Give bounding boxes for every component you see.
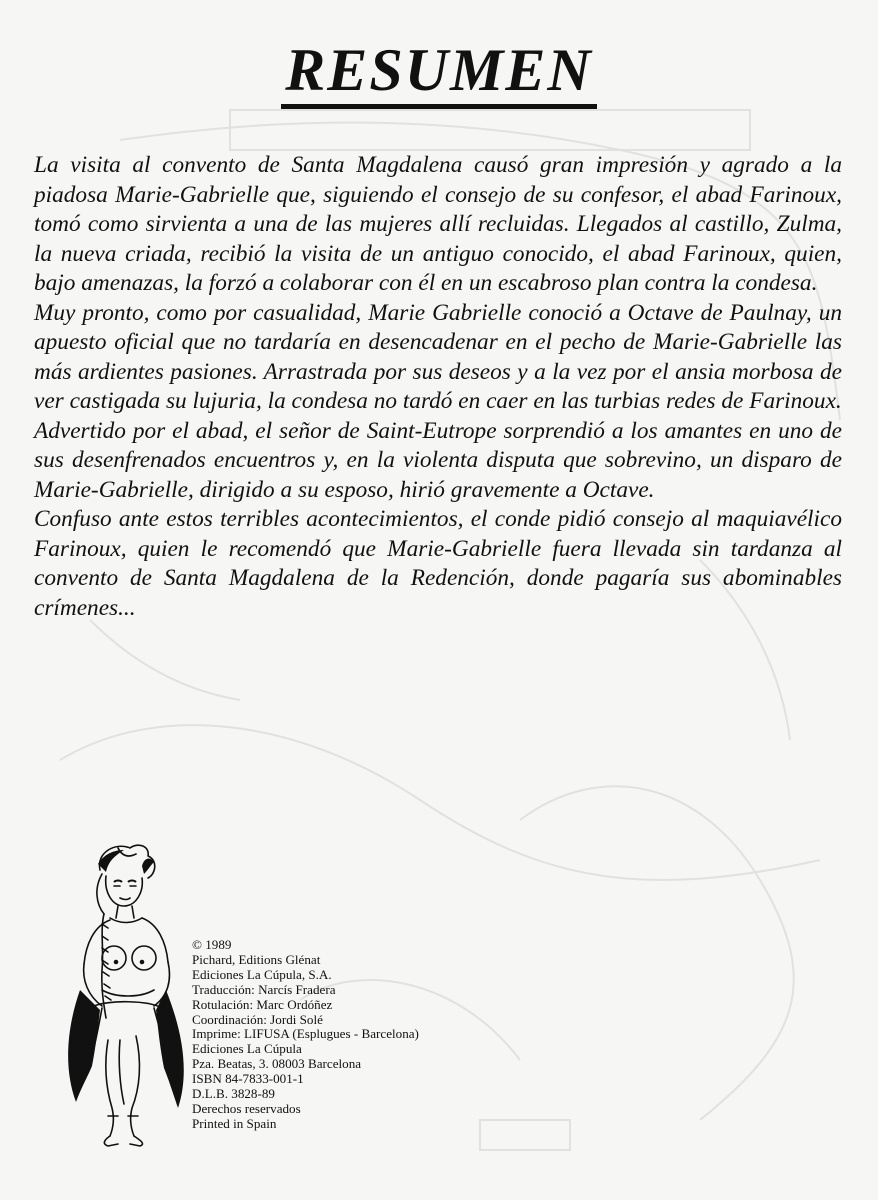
credit-line: Traducción: Narcís Fradera — [192, 981, 336, 997]
credits-block — [192, 938, 419, 1132]
credit-line: ISBN 84-7833-001-1 — [192, 1071, 304, 1087]
summary-paragraph: Confuso ante estos terribles acontecimientos, el conde pidió consejo al maquiavélico Farinoux, quien le recomendó que Marie-Gabrielle fuera llevada sin tardanza al convento de Santa Magdalena de la Redención, donde pagaría sus abominables crímenes... — [34, 506, 842, 621]
credit-line: Derechos reservados — [192, 1100, 301, 1116]
woman-figure-illustration — [58, 840, 194, 1150]
credit-line: Rotulación: Marc Ordóñez — [192, 996, 333, 1012]
credit-line: Imprime: LIFUSA (Esplugues - Barcelona) — [192, 1026, 419, 1042]
credit-line: Ediciones La Cúpula, S.A. — [192, 966, 332, 982]
credit-line: D.L.B. 3828-89 — [192, 1086, 275, 1102]
credit-line: Pza. Beatas, 3. 08003 Barcelona — [192, 1056, 362, 1072]
credit-line: © 1989 — [192, 937, 232, 952]
credit-line: Pichard, Editions Glénat — [192, 951, 321, 967]
credit-line: Coordinación: Jordi Solé — [192, 1011, 323, 1027]
credit-line: Printed in Spain — [192, 1115, 277, 1131]
summary-paragraph: La visita al convento de Santa Magdalena causó gran impresión y agrado a la piadosa Marie-Gabrielle que, siguiendo el consejo de su confesor, el abad Farinoux, tomó como sirvienta a una de las mujeres allí recluidas. Llegados al castillo, Zulma, la nueva criada, recibió la visita de un antiguo conocido, el abad Farinoux, quien, bajo amenazas, la forzó a colaborar con él en un escabroso plan contra la condesa. — [34, 152, 842, 296]
summary-paragraph: Muy pronto, como por casualidad, Marie Gabrielle conoció a Octave de Paulnay, un apuesto oficial que no tardaría en desencadenar en el pecho de Marie-Gabrielle las más ardientes pasiones. Arrastrada por sus deseos y a la vez por el ansia morbosa de ver castigada su lujuria, la condesa no tardó en caer en las turbias redes de Farinoux. — [34, 299, 842, 414]
title-container — [0, 37, 878, 109]
summary-text — [34, 151, 842, 623]
credit-line: Ediciones La Cúpula — [192, 1041, 302, 1057]
page-title: RESUMEN — [281, 40, 596, 109]
summary-paragraph: Advertido por el abad, el señor de Saint-Eutrope sorprendió a los amantes en uno de sus desenfrenados encuentros y, en la violenta disputa que sobrevino, un disparo de Marie-Gabrielle, dirigido a su esposo, hirió gravemente a Octave. — [34, 417, 842, 503]
